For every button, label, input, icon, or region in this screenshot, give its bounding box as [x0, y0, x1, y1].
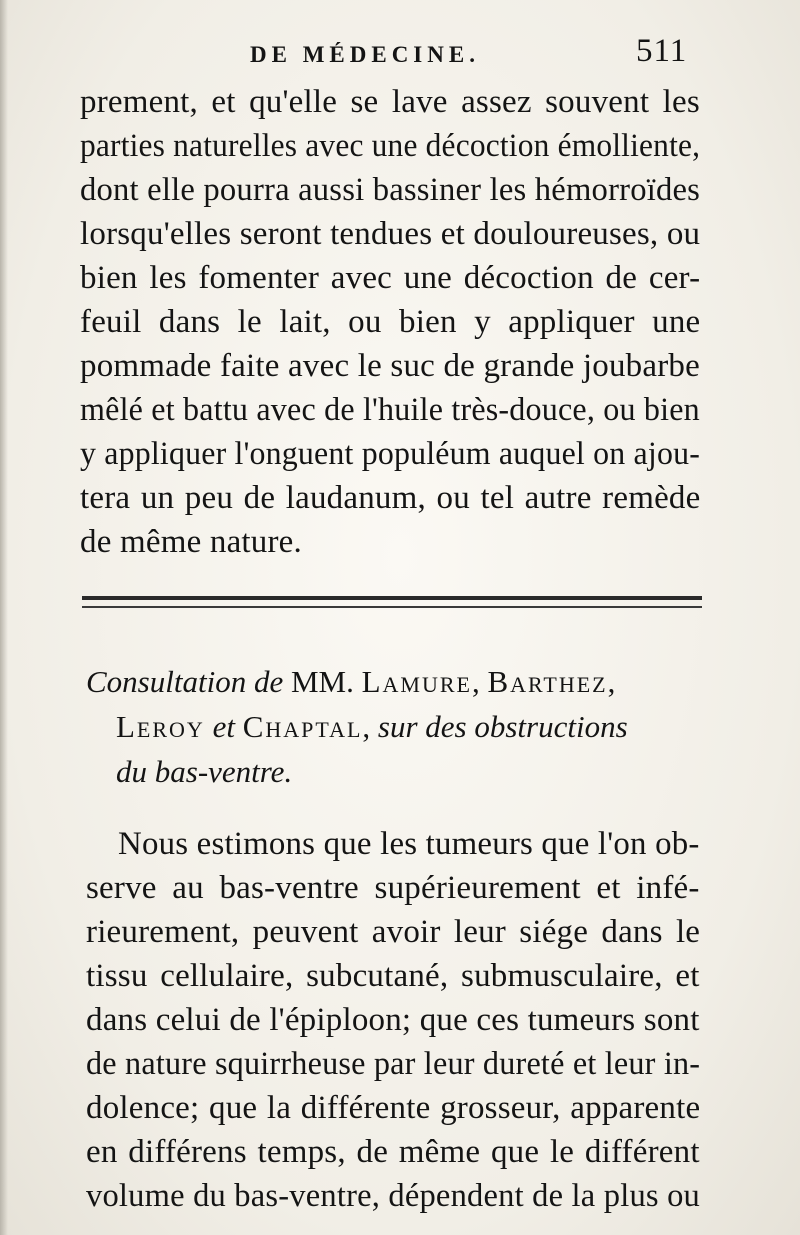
- text-line: mêlé et battu avec de l'huile très-douce, ou bien: [80, 392, 700, 428]
- page-gutter-shadow: [0, 0, 8, 1235]
- text-line: prement, et qu'elle se lave assez souvent les: [80, 84, 700, 120]
- section-heading-line: [86, 662, 615, 702]
- heading-text: sur des obstructions: [377, 709, 628, 744]
- section-rule: [82, 596, 702, 600]
- heading-text: ,: [362, 709, 371, 744]
- text-line: dont elle pourra aussi bassiner les hémorroïdes: [80, 172, 701, 208]
- text-line: feuil dans le lait, ou bien y appliquer une: [80, 304, 701, 340]
- heading-author: Chaptal: [242, 709, 363, 744]
- text-line: de même nature.: [80, 524, 302, 560]
- text-line: en différens temps, de même que le différent: [86, 1134, 700, 1170]
- running-title: DE MÉDECINE.: [250, 42, 480, 67]
- text-line: dolence; que la différente grosseur, apparente: [86, 1090, 701, 1126]
- page-number: 511: [636, 33, 688, 69]
- section-heading-line: du bas-ventre.: [116, 754, 293, 789]
- heading-author: Lamure: [361, 664, 472, 699]
- section-heading-line: [116, 707, 628, 747]
- text-line: rieurement, peuvent avoir leur siége dans le: [86, 914, 701, 950]
- text-line: volume du bas-ventre, dépendent de la plus ou: [86, 1178, 700, 1214]
- heading-text: ,: [607, 664, 616, 699]
- text-line: lorsqu'elles seront tendues et douloureuses, ou: [80, 216, 701, 252]
- text-line: de nature squirrheuse par leur dureté et leur in-: [86, 1046, 701, 1082]
- text-line: dans celui de l'épiploon; que ces tumeurs sont: [86, 1002, 700, 1038]
- text-line: y appliquer l'onguent populéum auquel on ajou-: [80, 436, 701, 472]
- text-line: Nous estimons que les tumeurs que l'on ob-: [118, 826, 700, 862]
- heading-text: et: [212, 709, 235, 744]
- heading-text: ,: [471, 664, 480, 699]
- heading-author: Leroy: [116, 709, 205, 744]
- text-line: serve au bas-ventre supérieurement et infé-: [86, 870, 700, 906]
- heading-text: MM.: [290, 664, 354, 699]
- heading-text: Consultation de: [86, 664, 284, 699]
- heading-author: Barthez: [487, 664, 608, 699]
- text-line: tera un peu de laudanum, ou tel autre remède: [80, 480, 701, 516]
- text-line: parties naturelles avec une décoction émolliente,: [80, 128, 701, 164]
- text-line: bien les fomenter avec une décoction de cer-: [80, 260, 701, 296]
- section-rule-thin: [82, 606, 702, 608]
- text-line: pommade faite avec le suc de grande joubarbe: [80, 348, 700, 384]
- text-line: tissu cellulaire, subcutané, submusculaire, et: [86, 958, 700, 994]
